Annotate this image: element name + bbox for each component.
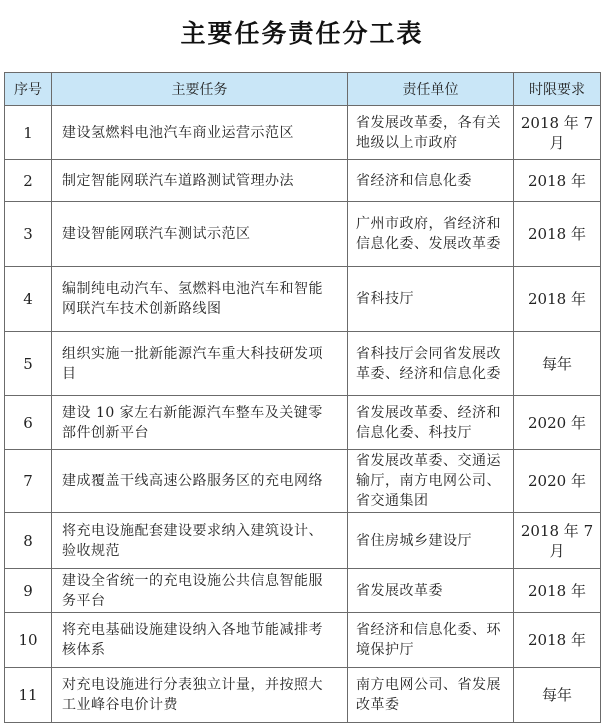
serial-number-cell: 3	[5, 202, 52, 267]
serial-number-cell: 10	[5, 613, 52, 668]
responsible-unit-cell: 省发展改革委	[348, 569, 514, 613]
serial-number-cell: 11	[5, 668, 52, 723]
task-cell: 编制纯电动汽车、氢燃料电池汽车和智能网联汽车技术创新路线图	[52, 267, 348, 332]
task-cell: 组织实施一批新能源汽车重大科技研发项目	[52, 332, 348, 396]
deadline-cell: 2018 年 7 月	[514, 513, 601, 569]
header-serial-number: 序号	[5, 73, 52, 106]
serial-number-cell: 8	[5, 513, 52, 569]
table-row	[5, 160, 601, 202]
serial-number-cell: 7	[5, 450, 52, 513]
deadline-cell: 2020 年	[514, 450, 601, 513]
table-header-row	[5, 73, 601, 106]
task-cell: 建设全省统一的充电设施公共信息智能服务平台	[52, 569, 348, 613]
task-cell: 建设智能网联汽车测试示范区	[52, 202, 348, 267]
serial-number-cell: 4	[5, 267, 52, 332]
task-cell: 对充电设施进行分表独立计量，并按照大工业峰谷电价计费	[52, 668, 348, 723]
table-row	[5, 106, 601, 160]
deadline-cell: 2018 年	[514, 569, 601, 613]
table-row	[5, 450, 601, 513]
task-cell: 建设 10 家左右新能源汽车整车及关键零部件创新平台	[52, 396, 348, 450]
deadline-cell: 2018 年 7 月	[514, 106, 601, 160]
serial-number-cell: 5	[5, 332, 52, 396]
task-cell: 建设氢燃料电池汽车商业运营示范区	[52, 106, 348, 160]
table-row	[5, 569, 601, 613]
serial-number-cell: 1	[5, 106, 52, 160]
responsible-unit-cell: 省发展改革委，各有关地级以上市政府	[348, 106, 514, 160]
table-row	[5, 396, 601, 450]
deadline-cell: 2018 年	[514, 267, 601, 332]
table-row	[5, 267, 601, 332]
responsible-unit-cell: 省经济和信息化委	[348, 160, 514, 202]
responsible-unit-cell: 省发展改革委、交通运输厅，南方电网公司、省交通集团	[348, 450, 514, 513]
header-main-task: 主要任务	[52, 73, 348, 106]
responsible-unit-cell: 南方电网公司、省发展改革委	[348, 668, 514, 723]
table-row	[5, 668, 601, 723]
responsible-unit-cell: 省科技厅	[348, 267, 514, 332]
header-deadline: 时限要求	[514, 73, 601, 106]
deadline-cell: 每年	[514, 332, 601, 396]
responsible-unit-cell: 省住房城乡建设厅	[348, 513, 514, 569]
deadline-cell: 每年	[514, 668, 601, 723]
task-responsibility-table	[4, 72, 601, 723]
deadline-cell: 2018 年	[514, 160, 601, 202]
table-row	[5, 613, 601, 668]
serial-number-cell: 6	[5, 396, 52, 450]
task-cell: 将充电设施配套建设要求纳入建筑设计、验收规范	[52, 513, 348, 569]
task-cell: 将充电基础设施建设纳入各地节能减排考核体系	[52, 613, 348, 668]
serial-number-cell: 9	[5, 569, 52, 613]
table-row	[5, 513, 601, 569]
serial-number-cell: 2	[5, 160, 52, 202]
header-responsible-unit: 责任单位	[348, 73, 514, 106]
deadline-cell: 2018 年	[514, 202, 601, 267]
deadline-cell: 2020 年	[514, 396, 601, 450]
table-row	[5, 202, 601, 267]
responsible-unit-cell: 省发展改革委、经济和信息化委、科技厅	[348, 396, 514, 450]
responsible-unit-cell: 省经济和信息化委、环境保护厅	[348, 613, 514, 668]
responsible-unit-cell: 广州市政府，省经济和信息化委、发展改革委	[348, 202, 514, 267]
task-cell: 建成覆盖干线高速公路服务区的充电网络	[52, 450, 348, 513]
responsible-unit-cell: 省科技厅会同省发展改革委、经济和信息化委	[348, 332, 514, 396]
task-cell: 制定智能网联汽车道路测试管理办法	[52, 160, 348, 202]
deadline-cell: 2018 年	[514, 613, 601, 668]
table-row	[5, 332, 601, 396]
document-title: 主要任务责任分工表	[180, 19, 424, 48]
